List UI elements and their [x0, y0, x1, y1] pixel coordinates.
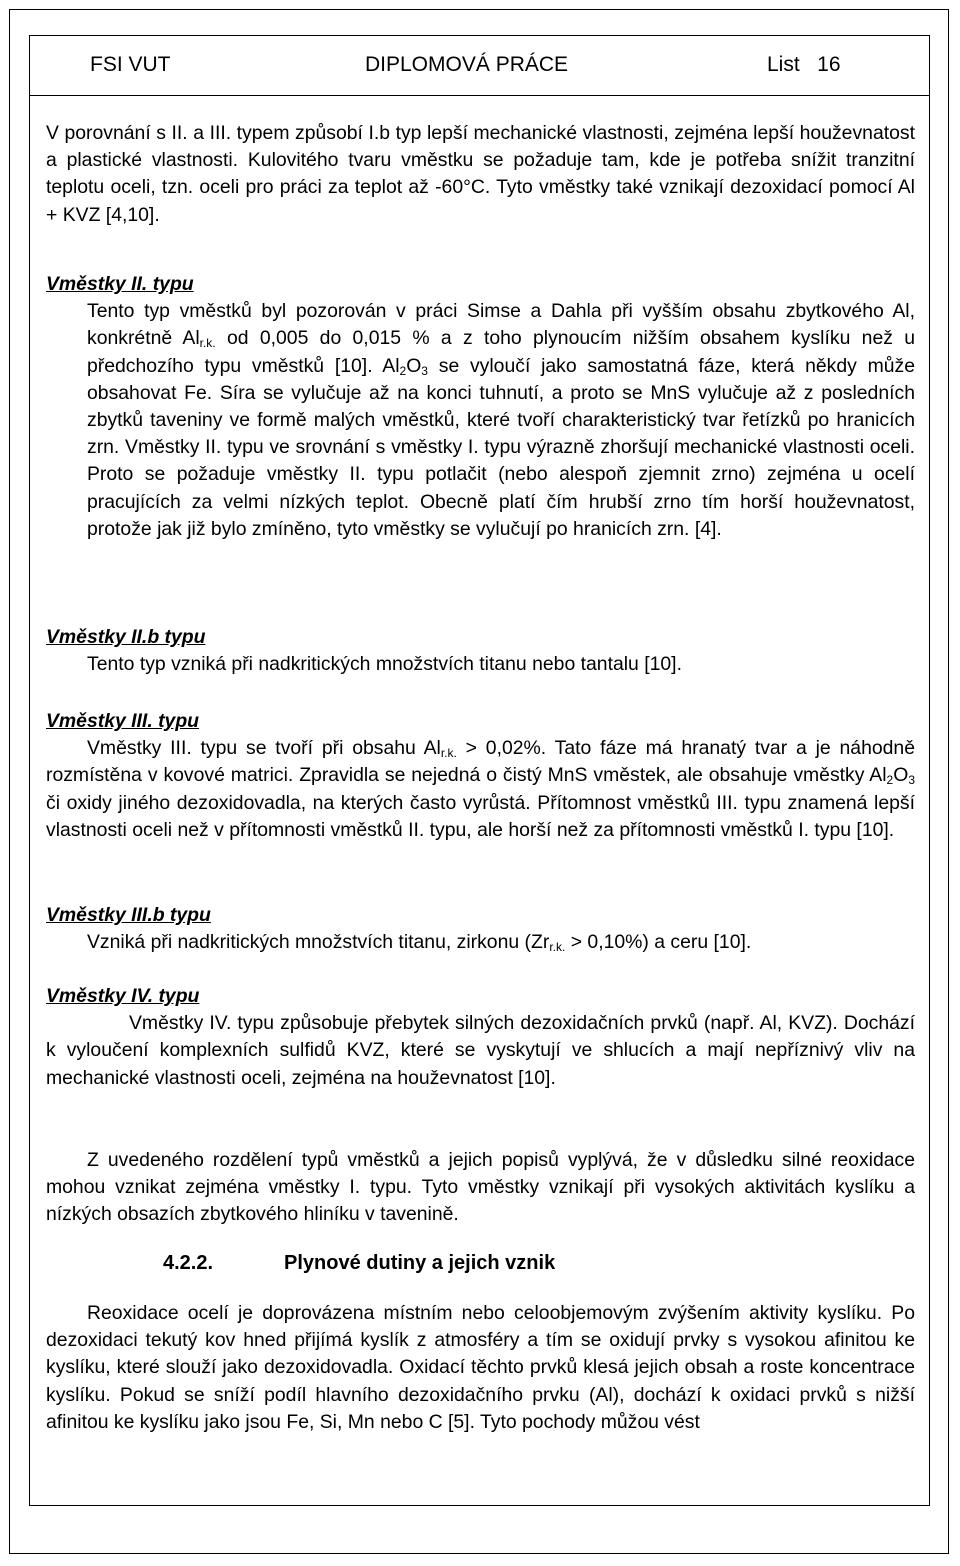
type2-paragraph: Tento typ vměstků byl pozorován v práci Simse a Dahla při vyšším obsahu zbytkového Al, konkrétně $Al_{r.k.}$ od 0,005 do 0,015 % a z toho plynoucím nižším obsahem kyslíku než u předchozího typu vměstků [10]. $Al_2O_3$ se vyloučí jako samostatná fáze, která někdy může obsahovat Fe. Síra se vylučuje až na konci tuhnutí, a proto se MnS vylučuje až z posledních zbytků taveniny ve formě malých vměstků, které tvoří charakteristický tvar řetízků po hranicích zrn. Vměstky II. typu ve srovnání s vměstky I. typu výrazně zhoršují mechanické vlastnosti oceli. Proto se požaduje vměstky II. typu potlačit (nebo alespoň zjemnit zrno) zejména u ocelí pracujících za velmi nízkých teplot. Obecně platí čím hrubší zrno tím horší houževnatost, protože jak již bylo zmíněno, tyto vměstky se vylučují po hranicích zrn. [4].	[87, 300, 916, 540]
type2-heading: Vměstky II. typu	[46, 273, 194, 295]
conclusion-block	[46, 1147, 915, 1229]
type3-paragraph: Vměstky III. typu se tvoří při obsahu $Al_{r.k.} > 0,02\%$. Tato fáze má hranatý tvar a je náhodně rozmístěna v kovové matrici. Zpravidla se nejedná o čistý MnS vměstek, ale obsahuje vměstky $Al_2O_3$ či oxidy jiného dezoxidovadla, na kterých často vyrůstá. Přítomnost vměstků III. typu znamená lepší vlastnosti oceli než v přítomnosti vměstků II. typu, ale horší než za přítomnosti vměstků I. typu [10].	[46, 737, 915, 841]
header-page-number: List 16	[767, 53, 841, 76]
page-header	[29, 35, 930, 96]
section-paragraph: Reoxidace ocelí je doprovázena místním nebo celoobjemovým zvýšením aktivity kyslíku. Po dezoxidaci tekutý kov hned přijímá kyslík z atmosféry a tím se oxidují prvky s vysokou afinitou ke kyslíku, které slouží jako dezoxidovadla. Oxidací těchto prvků klesá jejich obsah a roste koncentrace kyslíku. Pokud se sníží podíl hlavního dezoxidačního prvku (Al), dochází k oxidaci prvků s nižší afinitou ke kyslíku jako jsou Fe, Si, Mn nebo C [5]. Tyto pochody můžou vést	[46, 1302, 915, 1433]
type2-block	[46, 271, 915, 543]
type2b-paragraph: Tento typ vzniká při nadkritických množstvích titanu nebo tantalu [10].	[87, 653, 682, 676]
type4-heading: Vměstky IV. typu	[46, 985, 200, 1007]
type2b-block	[46, 624, 915, 678]
type4-block	[46, 983, 915, 1092]
type3b-paragraph: Vzniká při nadkritických množstvích titanu, zirkonu $(Zr_{r.k.} > 0,10\%)$ a ceru [10].	[87, 931, 752, 955]
type4-paragraph: Vměstky IV. typu způsobuje přebytek silných dezoxidačních prvků (např. Al, KVZ). Dochází k vyloučení komplexních sulfidů KVZ, které se vyskytují ve shlucích a mají nepříznivý vliv na mechanické vlastnosti oceli, zejména na houževnatost [10].	[46, 1012, 915, 1089]
type2b-heading: Vměstky II.b typu	[46, 626, 206, 648]
intro-block	[46, 120, 915, 229]
section-title: Plynové dutiny a jejich vznik	[284, 1252, 556, 1274]
intro-paragraph: V porovnání s II. a III. typem způsobí I.b typ lepší mechanické vlastnosti, zejména lepší houževnatost a plastické vlastnosti. Kulovitého tvaru vměstku se požaduje tam, kde je potřeba snížit tranzitní teplotu oceli, tzn. oceli pro práci za teplot až -60°C. Tyto vměstky také vznikají dezoxidací pomocí Al + KVZ [4,10].	[46, 122, 915, 226]
type3b-heading: Vměstky III.b typu	[46, 904, 211, 926]
header-institution: FSI VUT	[90, 53, 171, 76]
type3b-block	[46, 902, 915, 956]
type3-heading: Vměstky III. typu	[46, 710, 200, 732]
section-block	[46, 1300, 915, 1436]
section-heading	[163, 1252, 555, 1275]
section-number: 4.2.2.	[163, 1252, 214, 1274]
type3-block	[46, 708, 915, 844]
conclusion-paragraph: Z uvedeného rozdělení typů vměstků a jejich popisů vyplývá, že v důsledku silné reoxidace mohou vznikat zejména vměstky I. typu. Tyto vměstky vznikají při vysokých aktivitách kyslíku a nízkých obsazích zbytkového hliníku v tavenině.	[46, 1149, 915, 1226]
header-document-type: DIPLOMOVÁ PRÁCE	[365, 53, 569, 76]
